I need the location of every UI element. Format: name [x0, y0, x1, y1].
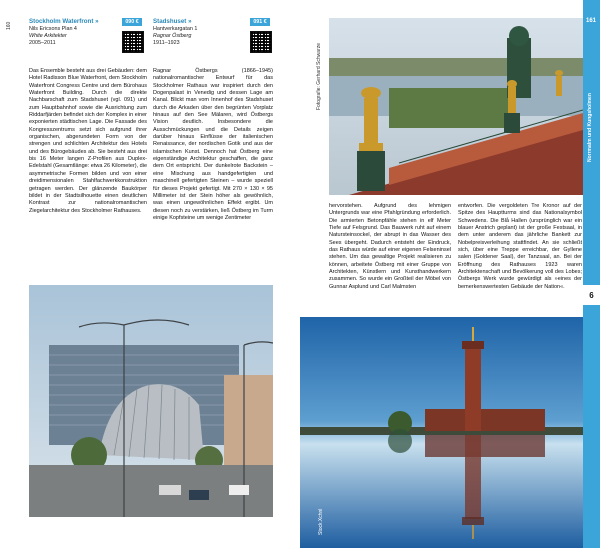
- badge-number: 090: [125, 19, 135, 25]
- entry-address: Nils Ericsons Plan 4: [29, 26, 77, 32]
- page-number-left: 160: [6, 21, 12, 30]
- chapter-tab[interactable]: 6: [583, 284, 600, 306]
- entry-architect: White Arkitekter: [29, 33, 67, 39]
- entry-years: 1911–1923: [153, 40, 180, 46]
- photo-stadshuset-reflection: [300, 317, 583, 548]
- entry-number-badge: [250, 18, 270, 26]
- photo-waterfront: [29, 285, 273, 517]
- badge-number: 091: [253, 19, 263, 25]
- text-column-2: [153, 68, 273, 222]
- qr-code-icon[interactable]: [250, 31, 272, 53]
- entry-title[interactable]: Stadshuset »: [153, 18, 192, 25]
- body-text: Ragnar Östbergs (1866–1945) nationalromantischer Entwurf für das Stockholmer Rathaus war inspiriert durch den Dogenpalast in Venedig und dessen Lage am Kanal. Blickt man vom Innenhof des Stadshuset durch die Arkaden über den begrünten Vorplatz hinaus auf den See Mälaren, wird Östbergs Vision deutlich. Insbesondere die Ausschmückungen und die Details zeigen darüber hinaus Einflüsse der italienischen Renaissance, der nordischen Gotik und aus der islamischen Kunst. Dennoch hat Östberg eine eigenständige Architektur geschaffen, die ganz dem Ort entspricht. Der dunkelrote Backstein – eine Mischung aus handgefertigten und maschinell gefertigten Steinen – wurde speziell für dieses Projekt gefertigt. Mit 270 × 130 × 95 Millimeter ist der Stein höher als gewöhnlich, was einen ungewöhnlichen Effekt ergibt. Um diesen noch zu verstärken, ließ Östberg im Turm einige Kopfsteine um wenige Zentimeter: [153, 68, 273, 221]
- entry-years: 2005–2011: [29, 40, 56, 46]
- body-text: entworfen. Die vergoldeten Tre Kronor auf der Spitze des Hauptturms sind das Nationalsymbol Schwedens. Die Blå Hallen (ursprünglich war ein blauer Anstrich geplant) ist der große Festsaal, in dem unter anderem das jährliche Bankett zur Nobelpreisverleihung stattfindet. An sie schließt sich, über eine Treppe erreichbar, der Gyllene salen (Goldener Saal), der Tanzsaal, an. Bei der Eröffnung des Rathauses 1923 waren Architektenschaft und Bevölkerung voll des Lobes; Östbergs Werk wurde gewürdigt als »eines der bemerkenswertesten Gebäude der Nation«.: [458, 203, 582, 290]
- photo-credit-top: Fotografie: Gerhard Schwarze: [316, 43, 322, 110]
- entry-address: Hantverkargatan 1: [153, 26, 198, 32]
- badge-currency: €: [263, 19, 267, 25]
- body-text: hervorstehen. Aufgrund des lehmigen Untergrunds war eine Pfahlgründung erforderlich. Die armierten Betonpfähle stehen in elf Meter Tiefe auf Felsgrund. Das Bauwerk ruht auf einem Natursteinsockel, der abrupt in das Wasser des Sees übergeht. Dadurch entsteht der Eindruck, das Rathaus würde auf einer eigenen Felseninsel stehen. Um das gewaltige Projekt realisieren zu können, arbeitete Östberg mit einer Gruppe von Architekten, Künstlern und Kunsthandwerkern zusammen. So wurde ein Großteil der Möbel von Gunnar Asplund und Carl Malmsten: [329, 203, 451, 290]
- entry-architect: Ragnar Östberg: [153, 33, 192, 39]
- entry-title[interactable]: Stockholm Waterfront »: [29, 18, 99, 25]
- page-number-right: 161: [586, 18, 597, 24]
- text-column-2: [458, 203, 582, 291]
- photo-rathaus-roof: [329, 18, 583, 195]
- photo-credit-bottom: Stock.Xchnl: [318, 508, 324, 535]
- text-column-1: [329, 203, 451, 291]
- right-page: [300, 0, 600, 548]
- entry-number-badge: [122, 18, 142, 26]
- qr-code-icon[interactable]: [122, 31, 144, 53]
- body-text: Das Ensemble besteht aus drei Gebäuden: dem Hotel Radisson Blue Waterfront, dem Stockholm Waterfront Congress Centre und dem Bürohaus Waterfront Building. Durch die direkte Nachbarschaft zum Stadshuset (vgl. 091) und zum Hauptbahnhof sowie die Ausrichtung zum Riddarfjärden befindet sich der Komplex in einer exponierten städtischen Lage. Die Fassade des Kongresszentrums setzt sich aufgrund ihrer organischen, abgerundeten Form von der strengen und schlichten Architektur des Hotels und des Bürogebäudes ab. Sie besteht aus drei bis 16 Meter langen Z-Profilen aus Duplex-Edelstahl (Gesamtlänge: etwa 26 Kilometer), die asymmetrische Formen bilden und von einer dreidimensionalen Stahlfachwerkkonstruktion getragen werden. Der glänzende Baukörper bildet in der Stadtsilhouette einen deutlichen Kontrast zur nationalromantischen Ziegelarchitektur des Stockholmer Rathauses.: [29, 68, 148, 214]
- chapter-strip: [583, 0, 600, 548]
- badge-currency: €: [135, 19, 139, 25]
- chapter-side-label: Norrmalm und Kungsholmen: [587, 93, 593, 162]
- text-column-1: [29, 68, 147, 215]
